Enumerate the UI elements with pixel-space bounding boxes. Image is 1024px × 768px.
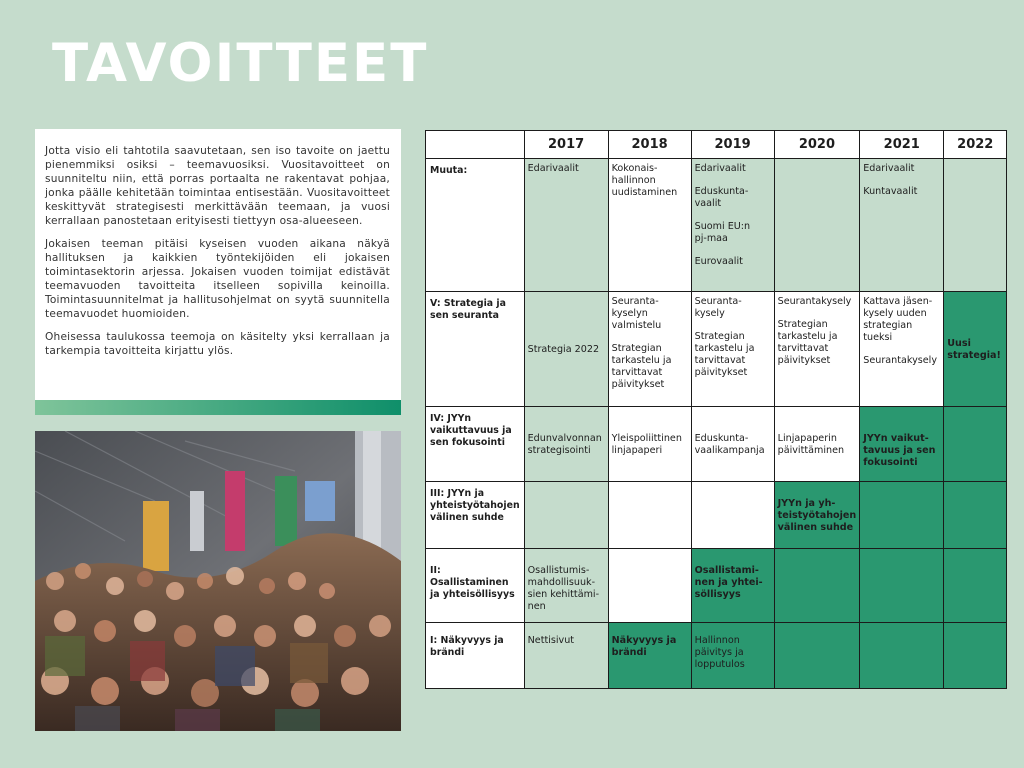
cell-item: Kokonais- hallinnon uudistaminen [611, 163, 678, 198]
table-cell [774, 549, 860, 623]
table-cell [774, 159, 860, 292]
cell-item: Edarivaalit [527, 163, 579, 174]
table-row-osallistaminen [426, 549, 1007, 623]
table-cell [524, 623, 608, 689]
table-header-row [426, 131, 1007, 159]
table-cell [691, 407, 774, 482]
table-cell [608, 159, 691, 292]
table-cell [774, 623, 860, 689]
cell-item: Osallistumis- mahdollisuuk- sien kehittämi- nen [527, 565, 600, 612]
row-label: Muuta: [426, 159, 525, 292]
cell-item: Eurovaalit [694, 256, 743, 267]
table-cell [774, 292, 860, 407]
cell-item: Hallinnon päivitys ja lopputulos [694, 635, 745, 670]
table-cell [691, 159, 774, 292]
cell-item: Eduskunta- vaalikampanja [694, 433, 765, 456]
cell-item: Seuranta- kyselyn valmistelu [611, 296, 662, 331]
cell-item: Kuntavaalit [863, 186, 918, 197]
cell-item: Edarivaalit [863, 163, 915, 174]
table-cell [691, 623, 774, 689]
theme-years-table [425, 130, 1007, 689]
cell-item: Seurantakysely [777, 296, 852, 307]
cell-item: Yleispoliittinen linjapaperi [611, 433, 682, 456]
table-cell [691, 482, 774, 549]
cell-item: Edarivaalit [694, 163, 746, 174]
table-cell [524, 482, 608, 549]
cell-item: Eduskunta- vaalit [694, 186, 749, 209]
cell-item: Osallistami- nen ja yhtei- söllisyys [694, 565, 763, 600]
table-cell [524, 292, 608, 407]
table-cell [860, 623, 944, 689]
row-label: III: JYYn ja yhteistyötahojen välinen suhde [426, 482, 525, 549]
year-header: 2021 [860, 131, 944, 159]
table-cell [608, 292, 691, 407]
table-cell [860, 159, 944, 292]
intro-paragraph-3: Oheisessa taulukossa teemoja on käsitelty yksi kerrallaan ja tarkempia tavoitteita kirjattu ylös. [45, 331, 390, 357]
cell-item: Linjapaperin päivittäminen [777, 433, 845, 456]
cell-item: Suomi EU:n pj-maa [694, 221, 751, 244]
cell-item: JYYn vaikut- tavuus ja sen fokusointi [863, 433, 936, 468]
year-header: 2020 [774, 131, 860, 159]
intro-paragraph-1: Jotta visio eli tahtotila saavutetaan, sen iso tavoite on jaettu pienemmiksi osiksi – teemavuosiksi. Vuositavoitteet on suunniteltu niin, että porras portaalta ne rakentavat pohjaa, jonka päälle kehitetään toimintaa entisestään. Vuositavoitteet keskittyvät strategisesti merkittävään teemaan, ja vuosi kerrallaan panostetaan erityisesti tiettyyn osa-alueeseen. [45, 145, 390, 227]
table-cell [860, 482, 944, 549]
table-row-strategia [426, 292, 1007, 407]
table-cell [860, 407, 944, 482]
cell-item: Strategian tarkastelu ja tarvittavat päivitykset [694, 331, 755, 378]
cell-item: Seuranta- kysely [694, 296, 742, 319]
table-cell [608, 623, 691, 689]
cell-item: Edunvalvonnan strategisointi [527, 433, 602, 456]
table-cell [944, 292, 1007, 407]
table-cell [774, 482, 860, 549]
cell-item: Strategian tarkastelu ja tarvittavat päivitykset [777, 319, 838, 366]
table-cell [944, 482, 1007, 549]
table-cell [691, 292, 774, 407]
year-header: 2017 [524, 131, 608, 159]
table-cell [944, 159, 1007, 292]
cell-item: Seurantakysely [863, 355, 938, 366]
row-label: V: Strategia ja sen seuranta [426, 292, 525, 407]
cell-item: Uusi strategia! [947, 337, 1001, 361]
table-cell [524, 549, 608, 623]
row-label: IV: JYYn vaikuttavuus ja sen fokusointi [426, 407, 525, 482]
crowd-photo [35, 431, 401, 731]
table-cell [860, 549, 944, 623]
table-cell [944, 623, 1007, 689]
cell-item: Kattava jäsen- kysely uuden strategian tueksi [863, 296, 933, 343]
intro-text-box [35, 129, 401, 415]
cell-item: Nettisivut [527, 635, 575, 646]
crowd-photo-illustration [35, 431, 401, 731]
table-cell [608, 407, 691, 482]
table-corner-cell [426, 131, 525, 159]
table-cell [608, 549, 691, 623]
table-cell [524, 159, 608, 292]
table-cell [691, 549, 774, 623]
row-label: II: Osallistaminen ja yhteisöllisyys [426, 549, 525, 623]
table-row-nakyvyys [426, 623, 1007, 689]
page-title: TAVOITTEET [52, 33, 429, 94]
cell-item: Strategian tarkastelu ja tarvittavat päivitykset [611, 343, 672, 390]
table-cell [524, 407, 608, 482]
table-cell [608, 482, 691, 549]
table-cell [944, 407, 1007, 482]
year-header: 2018 [608, 131, 691, 159]
green-accent-bar [35, 400, 401, 415]
year-header: 2022 [944, 131, 1007, 159]
table-cell [860, 292, 944, 407]
table-row-vaikuttavuus [426, 407, 1007, 482]
year-header: 2019 [691, 131, 774, 159]
table-cell [774, 407, 860, 482]
cell-item: Näkyvyys ja brändi [611, 635, 677, 658]
cell-item: Strategia 2022 [527, 343, 600, 355]
row-label: I: Näkyvyys ja brändi [426, 623, 525, 689]
cell-item: JYYn ja yh- teistyötahojen välinen suhde [777, 498, 857, 533]
intro-paragraph-2: Jokaisen teeman pitäisi kyseisen vuoden aikana näkyä hallituksen ja kaikkien työntekijöiden eli jokaisen toimintasektorin arjessa. Jokaisen vuoden toimijat edistävät teemavuoden tavoitteita itselleen sopivilla keinoilla. Toimintasuunnitelmat ja hallitusohjelmat on syytä suunnitella teemavuodet huomioiden. [45, 238, 390, 320]
table-row-muuta [426, 159, 1007, 292]
table-cell [944, 549, 1007, 623]
table-row-yhteistyo [426, 482, 1007, 549]
